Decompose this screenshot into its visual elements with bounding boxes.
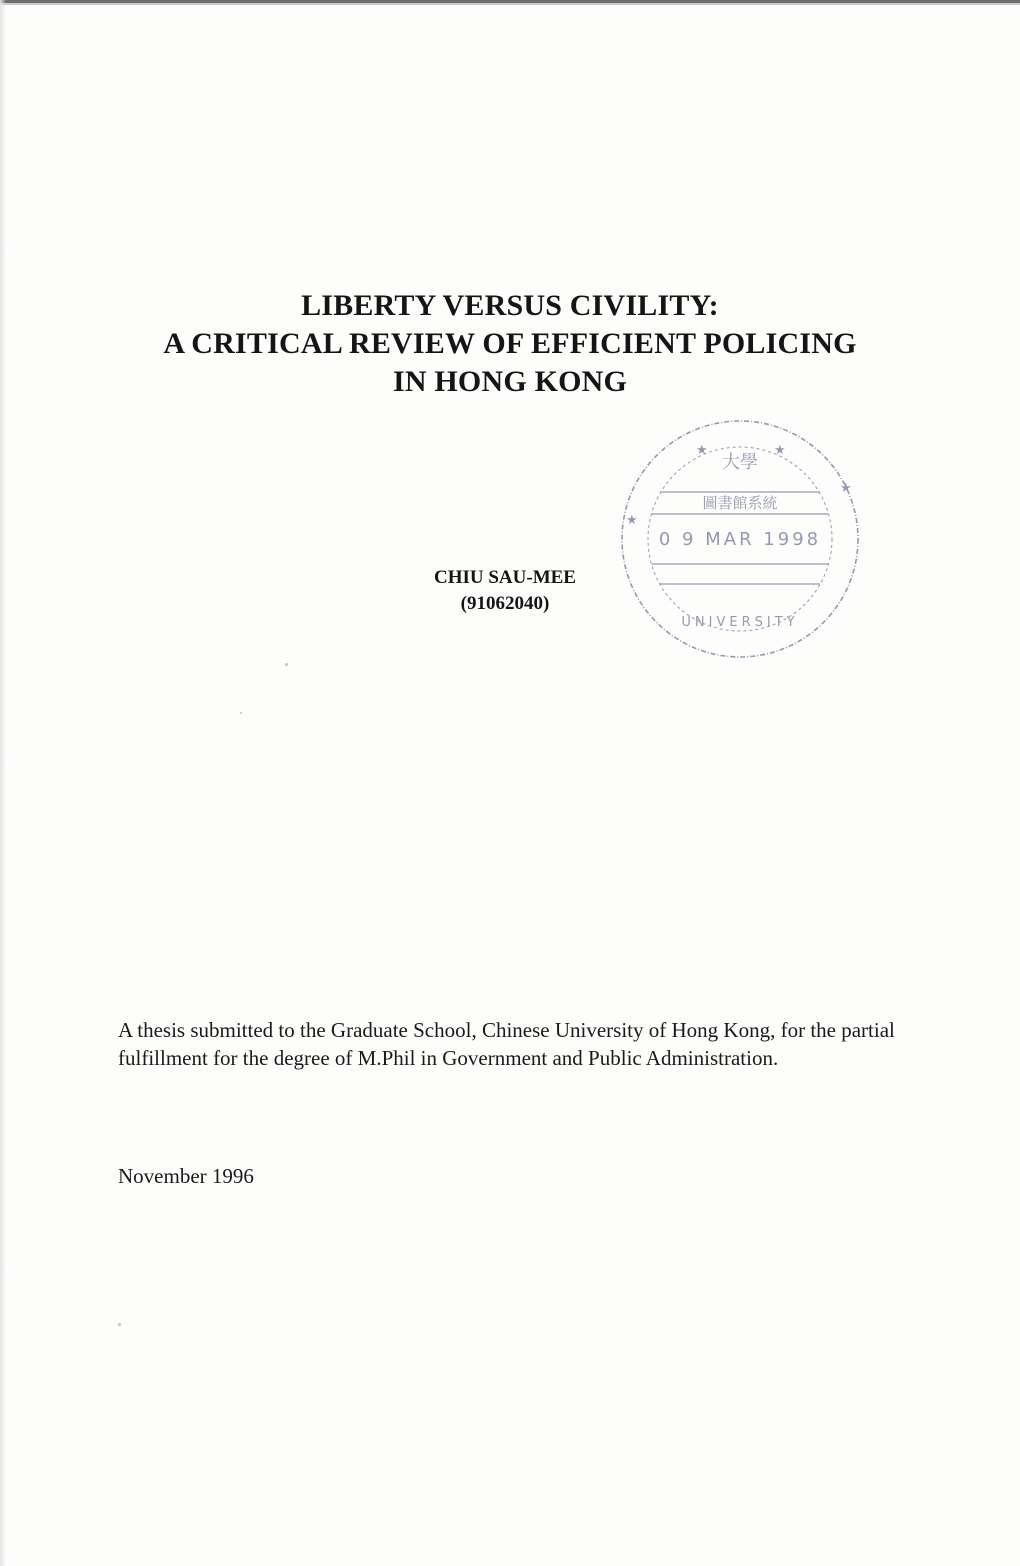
student-id: (91062040)	[460, 593, 550, 614]
svg-text:★: ★	[626, 513, 638, 528]
scan-edge-top-shadow	[0, 3, 1020, 5]
svg-text:★: ★	[774, 443, 786, 458]
title-line-3: IN HONG KONG	[392, 365, 628, 398]
author-block	[390, 565, 620, 617]
stamp-second-text: 圖書館系統	[702, 494, 778, 512]
thesis-title	[0, 287, 1020, 401]
title-line-1: LIBERTY VERSUS CIVILITY:	[301, 289, 719, 322]
submission-date: November 1996	[118, 1164, 254, 1188]
stamp-bottom-text: UNIVERSITY	[681, 615, 799, 630]
author-name: CHIU SAU-MEE	[434, 567, 576, 588]
paper-speck	[285, 663, 288, 666]
stamp-date-text: 0 9 MAR 1998	[658, 529, 822, 550]
svg-text:★: ★	[696, 443, 708, 458]
stamp-top-text: 大學	[722, 452, 758, 473]
thesis-statement-line-2: fulfillment for the degree of M.Phil in Government and Public Administration.	[118, 1046, 779, 1070]
paper-speck	[118, 1323, 121, 1326]
svg-text:★: ★	[840, 481, 852, 496]
title-line-2: A CRITICAL REVIEW OF EFFICIENT POLICING	[163, 327, 857, 360]
thesis-statement-line-1: A thesis submitted to the Graduate School, Chinese University of Hong Kong, for the partial	[118, 1018, 895, 1042]
scan-edge-left	[0, 0, 6, 1566]
thesis-statement	[118, 1016, 958, 1072]
library-stamp-seal	[608, 414, 873, 664]
paper-speck	[240, 712, 242, 714]
